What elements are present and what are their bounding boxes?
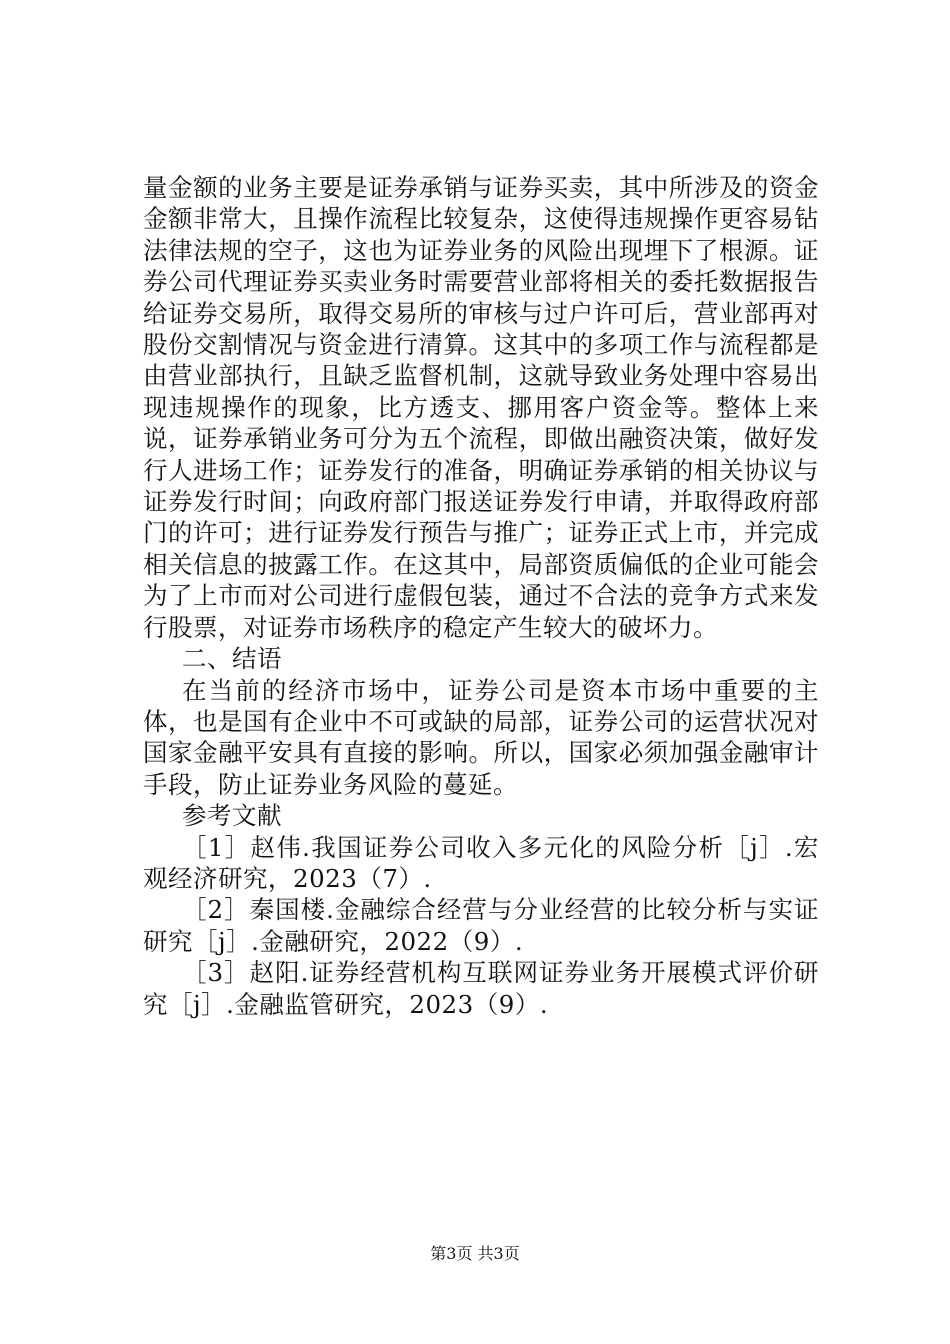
references-heading: 参考文献 xyxy=(182,801,282,831)
reference-item-3: ［3］赵阳.证券经营机构互联网证券业务开展模式评价研究［j］.金融监管研究，2023（9）. xyxy=(143,958,819,1019)
page-footer: 第3页 共3页 xyxy=(430,1244,520,1263)
reference-item-1: ［1］赵伟.我国证券公司收入多元化的风险分析［j］.宏观经济研究，2023（7）. xyxy=(143,832,819,893)
body-text xyxy=(143,172,819,1020)
conclusion-paragraph: 在当前的经济市场中，证券公司是资本市场中重要的主体，也是国有企业中不可或缺的局部，证券公司的运营状况对国家金融平安具有直接的影响。所以，国家必须加强金融审计手段，防止证券业务风险的蔓延。 xyxy=(143,675,819,799)
paragraph-continued: 量金额的业务主要是证券承销与证券买卖，其中所涉及的资金金额非常大，且操作流程比较复杂，这使得违规操作更容易钻法律法规的空子，这也为证券业务的风险出现埋下了根源。证券公司代理证券买卖业务时需要营业部将相关的委托数据报告给证券交易所，取得交易所的审核与过户许可后，营业部再对股份交割情况与资金进行清算。这其中的多项工作与流程都是由营业部执行，且缺乏监督机制，这就导致业务处理中容易出现违规操作的现象，比方透支、挪用客户资金等。整体上来说，证券承销业务可分为五个流程，即做出融资决策，做好发行人进场工作；证券发行的准备，明确证券承销的相关协议与证券发行时间；向政府部门报送证券发行申请，并取得政府部门的许可；进行证券发行预告与推广；证券正式上市，并完成相关信息的披露工作。在这其中，局部资质偏低的企业可能会为了上市而对公司进行虚假包装，通过不合法的竞争方式来发行股票，对证券市场秩序的稳定产生较大的破坏力。 xyxy=(143,173,819,642)
reference-item-2: ［2］秦国楼.金融综合经营与分业经营的比较分析与实证研究［j］.金融研究，2022（9）. xyxy=(143,895,819,956)
section-heading: 二、结语 xyxy=(182,644,282,674)
